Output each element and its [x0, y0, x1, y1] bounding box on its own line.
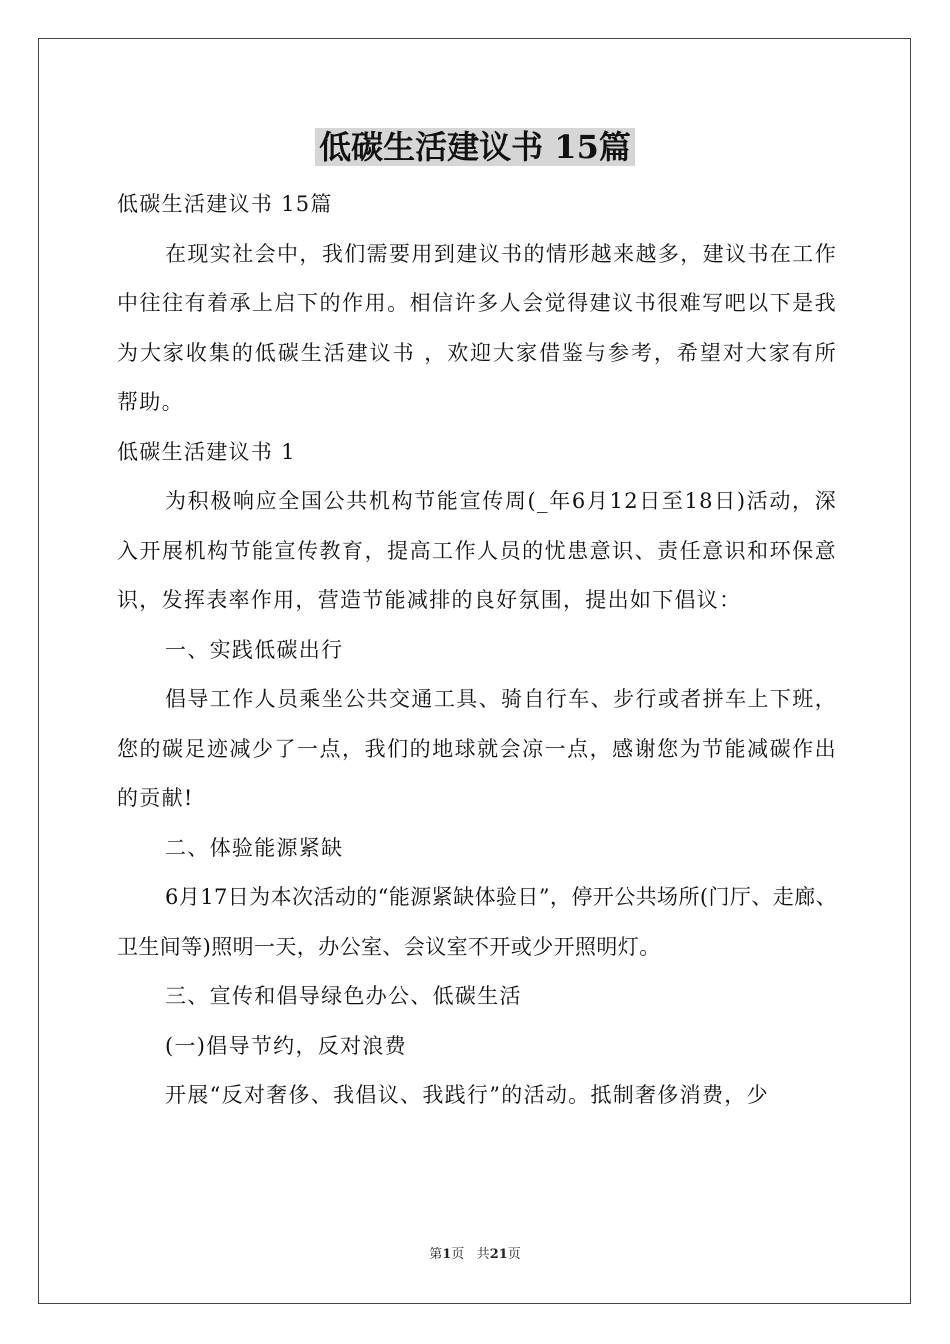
- sub-item-heading-1: (一)倡导节约，反对浪费: [165, 1033, 407, 1058]
- total-suffix: 页: [507, 1247, 521, 1262]
- document-title-text: 低碳生活建议书 15篇: [315, 128, 635, 166]
- item-paragraph-1: 倡导工作人员乘坐公共交通工具、骑自行车、步行或者拼车上下班，您的碳足迹减少了一点，我们的地球就会凉一点，感谢您为节能减碳作出的贡献!: [117, 687, 837, 810]
- section-heading-1: 低碳生活建议书 1: [117, 439, 296, 464]
- document-body: [117, 180, 837, 1121]
- page-prefix: 第: [429, 1247, 443, 1262]
- proposal-paragraph: 为积极响应全国公共机构节能宣传周(_年6月12日至18日)活动，深入开展机构节能宣传教育，提高工作人员的忧患意识、责任意识和环保意识，发挥表率作用，营造节能减排的良好氛围，提出如下倡议：: [117, 489, 837, 612]
- item-paragraph-2: 6月17日为本次活动的“能源紧缺体验日”，停开公共场所(门厅、走廊、卫生间等)照明一天，办公室、会议室不开或少开照明灯。: [117, 885, 837, 959]
- intro-paragraph: 在现实社会中，我们需要用到建议书的情形越来越多，建议书在工作中往往有着承上启下的作用。相信许多人会觉得建议书很难写吧以下是我为大家收集的低碳生活建议书 ，欢迎大家借鉴与参考，希望对大家有所帮助。: [117, 241, 837, 414]
- item-heading-2: 二、体验能源紧缺: [165, 835, 344, 860]
- item-heading-1: 一、实践低碳出行: [165, 637, 344, 662]
- page-current: 1: [442, 1247, 452, 1262]
- item-heading-3: 三、宣传和倡导绿色办公、低碳生活: [165, 984, 522, 1008]
- page-total: 21: [489, 1247, 508, 1262]
- subtitle-paragraph: 低碳生活建议书 15篇: [117, 192, 333, 216]
- sub-item-paragraph-1: 开展“反对奢侈、我倡议、我践行”的活动。抵制奢侈消费，少: [165, 1083, 769, 1107]
- page-footer: [0, 1246, 950, 1264]
- total-prefix: 共: [476, 1247, 490, 1262]
- page-suffix: 页: [451, 1247, 465, 1262]
- document-title: [0, 124, 950, 170]
